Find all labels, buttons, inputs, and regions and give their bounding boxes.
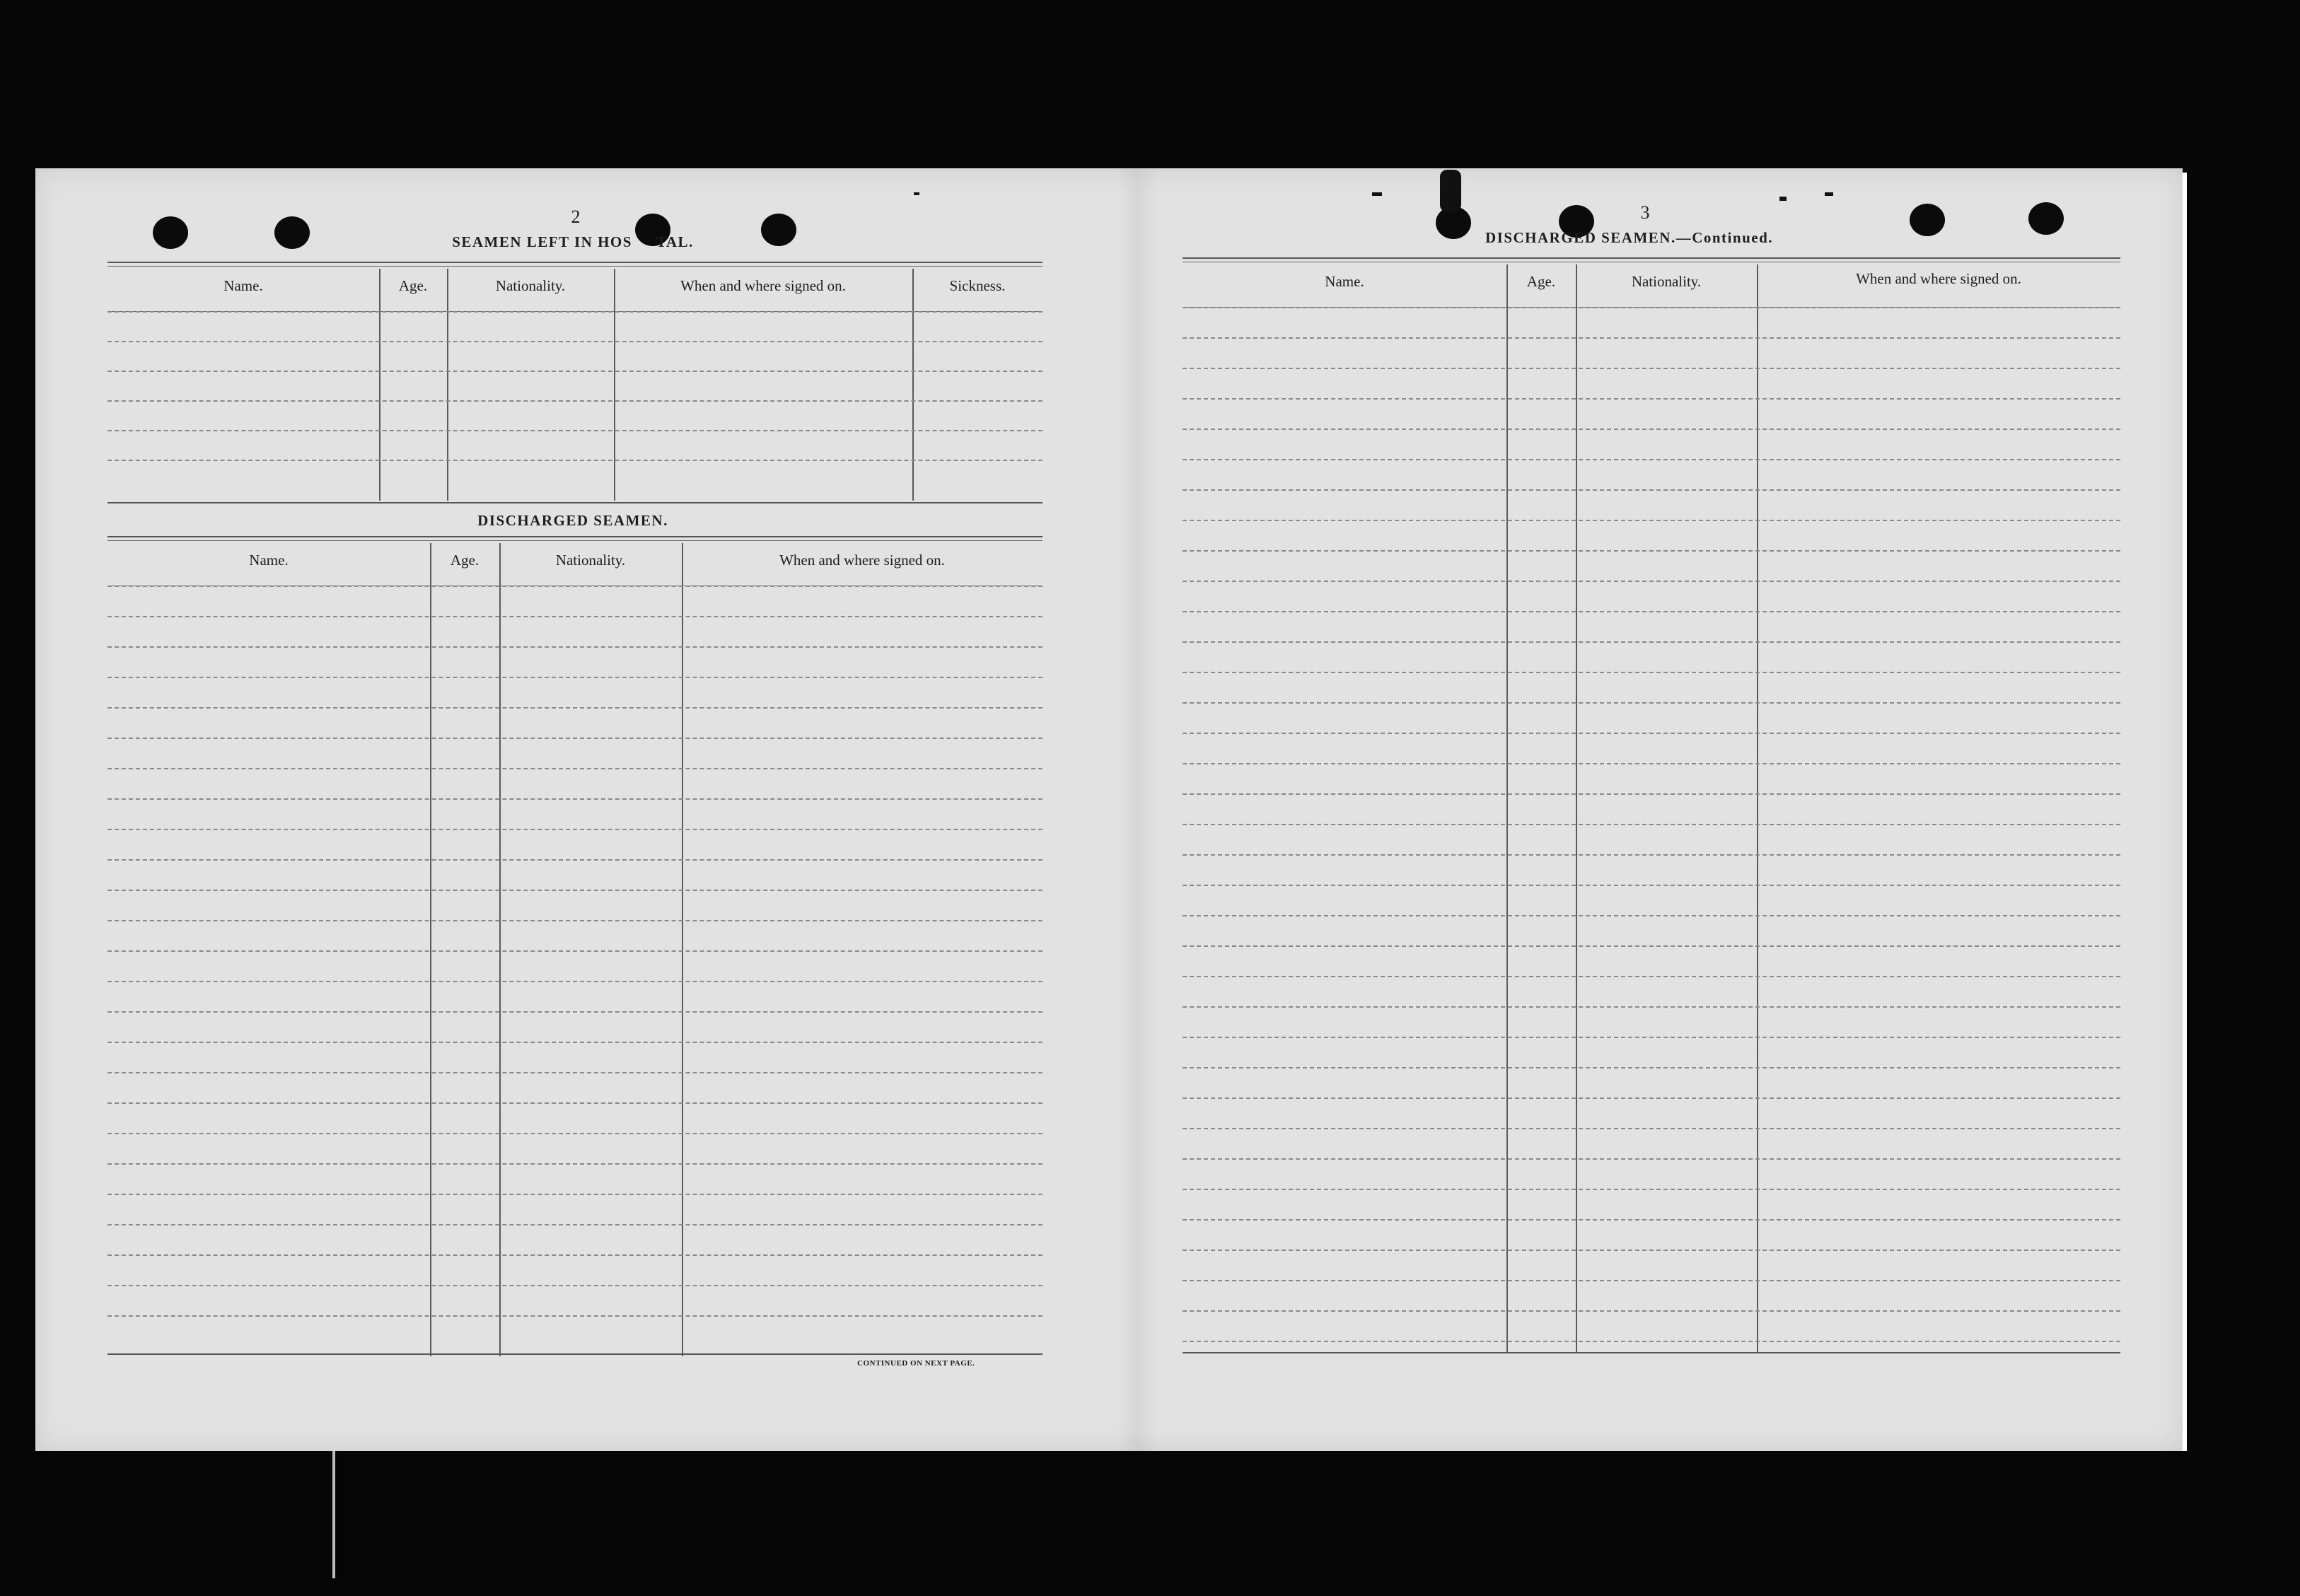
ruled-row-line: [1183, 854, 2120, 856]
col-header-name: Name.: [249, 552, 289, 569]
ruled-row-line: [1183, 307, 2120, 308]
continued-note: CONTINUED ON NEXT PAGE.: [857, 1359, 975, 1368]
punch-hole: [153, 216, 188, 249]
ruled-row-line: [1183, 1128, 2120, 1129]
scratch-mark: [332, 1451, 335, 1578]
ruled-row-line: [108, 616, 1042, 617]
col-header-name: Name.: [1325, 273, 1364, 290]
ink-speck: [1825, 192, 1833, 196]
page-fold: [1116, 168, 1158, 1451]
ruled-row-line: [1183, 641, 2120, 643]
ruled-row-line: [108, 341, 1042, 342]
col-header-age: Age.: [398, 277, 428, 294]
continued-title-part-b: GED SEAMEN.—Continued.: [1561, 229, 1773, 246]
hospital-title-part-b: TAL.: [656, 233, 694, 250]
ruled-row-line: [108, 371, 1042, 372]
ruled-row-line: [108, 950, 1042, 952]
ruled-row-line: [1183, 1310, 2120, 1312]
ruled-row-line: [108, 1102, 1042, 1104]
ruled-row-line: [1183, 702, 2120, 704]
ruled-row-line: [1183, 429, 2120, 430]
col-header-age: Age.: [450, 552, 480, 569]
ink-speck: [1779, 197, 1787, 201]
ruled-row-line: [108, 1285, 1042, 1286]
col-header-name: Name.: [223, 277, 263, 294]
ruled-row-line: [1183, 915, 2120, 916]
ruled-row-line: [108, 311, 1042, 313]
ruled-row-line: [1183, 793, 2120, 795]
col-header-nationality: Nationality.: [495, 277, 566, 294]
ruled-row-line: [108, 1194, 1042, 1195]
ruled-row-line: [108, 981, 1042, 982]
page-number-left: 2: [571, 206, 581, 227]
hospital-table: [108, 262, 1042, 505]
ruled-row-line: [108, 738, 1042, 739]
ruled-row-line: [1183, 1219, 2120, 1221]
punch-hole: [1910, 204, 1945, 236]
ruled-row-line: [1183, 398, 2120, 400]
ruled-row-line: [1183, 337, 2120, 339]
ink-speck: [914, 192, 919, 195]
ruled-row-line: [108, 1224, 1042, 1225]
ruled-row-line: [108, 586, 1042, 587]
ruled-row-line: [108, 400, 1042, 402]
ruled-row-line: [1183, 976, 2120, 977]
col-header-nationality: Nationality.: [555, 552, 626, 569]
ruled-row-line: [1183, 1097, 2120, 1099]
ruled-row-line: [108, 859, 1042, 861]
col-header-sickness: Sickness.: [949, 277, 1006, 294]
ruled-row-line: [1183, 1341, 2120, 1342]
ruled-row-line: [108, 1072, 1042, 1073]
ruled-row-line: [108, 1011, 1042, 1013]
ruled-row-line: [1183, 1006, 2120, 1008]
discharged-section-title: DISCHARGED SEAMEN.: [477, 512, 668, 529]
ruled-row-line: [108, 707, 1042, 709]
ruled-row-line: [108, 646, 1042, 648]
punch-hole: [761, 214, 796, 246]
ruled-row-line: [108, 1133, 1042, 1134]
ruled-row-line: [108, 677, 1042, 678]
ruled-row-line: [1183, 581, 2120, 582]
ruled-row-line: [108, 1315, 1042, 1317]
paper-edge: [2183, 173, 2187, 1451]
ruled-row-line: [1183, 733, 2120, 734]
col-header-nationality: Nationality.: [1631, 273, 1702, 290]
ruled-row-line: [1183, 520, 2120, 521]
ruled-row-line: [108, 920, 1042, 921]
ruled-row-line: [108, 1163, 1042, 1165]
ruled-row-line: [1183, 489, 2120, 491]
hospital-section-title: [396, 233, 750, 251]
ruled-row-line: [1183, 1280, 2120, 1281]
ruled-row-line: [1183, 1037, 2120, 1038]
col-header-signed-on: When and where signed on.: [779, 552, 945, 569]
ruled-row-line: [1183, 1158, 2120, 1160]
ruled-row-line: [1183, 1189, 2120, 1190]
ruled-row-line: [1183, 368, 2120, 369]
hospital-title-part-a: SEAMEN LEFT IN HOS: [452, 233, 632, 250]
ruled-row-line: [1183, 611, 2120, 612]
ruled-row-line: [108, 829, 1042, 830]
ruled-row-line: [108, 768, 1042, 769]
ruled-row-line: [1183, 550, 2120, 552]
ruled-row-line: [1183, 763, 2120, 764]
ruled-row-line: [108, 890, 1042, 891]
ruled-row-line: [1183, 1067, 2120, 1068]
ruled-row-line: [108, 798, 1042, 800]
continued-title-part-a: DISCHAR: [1485, 229, 1562, 246]
ruled-row-line: [108, 430, 1042, 431]
ruled-row-line: [108, 1042, 1042, 1043]
ruled-row-line: [1183, 1250, 2120, 1251]
col-header-signed-on: When and where signed on.: [680, 277, 846, 294]
discharged-continued-title: [1485, 229, 1881, 247]
ruled-row-line: [1183, 824, 2120, 825]
discharged-table: [108, 536, 1042, 1356]
punch-hole: [2028, 202, 2064, 235]
ruled-row-line: [1183, 885, 2120, 886]
page-number-right: 3: [1640, 202, 1650, 223]
ruled-row-line: [1183, 459, 2120, 460]
ruled-row-line: [108, 1254, 1042, 1256]
ruled-row-line: [108, 460, 1042, 461]
punch-hole: [274, 216, 310, 249]
ink-speck: [1372, 192, 1382, 196]
binding-clip-mark: [1440, 170, 1461, 212]
col-header-signed-on: When and where signed on.: [1856, 270, 2021, 287]
ruled-row-line: [1183, 672, 2120, 673]
col-header-age: Age.: [1526, 273, 1556, 290]
discharged-continued-table: [1183, 257, 2120, 1356]
ruled-row-line: [1183, 945, 2120, 947]
